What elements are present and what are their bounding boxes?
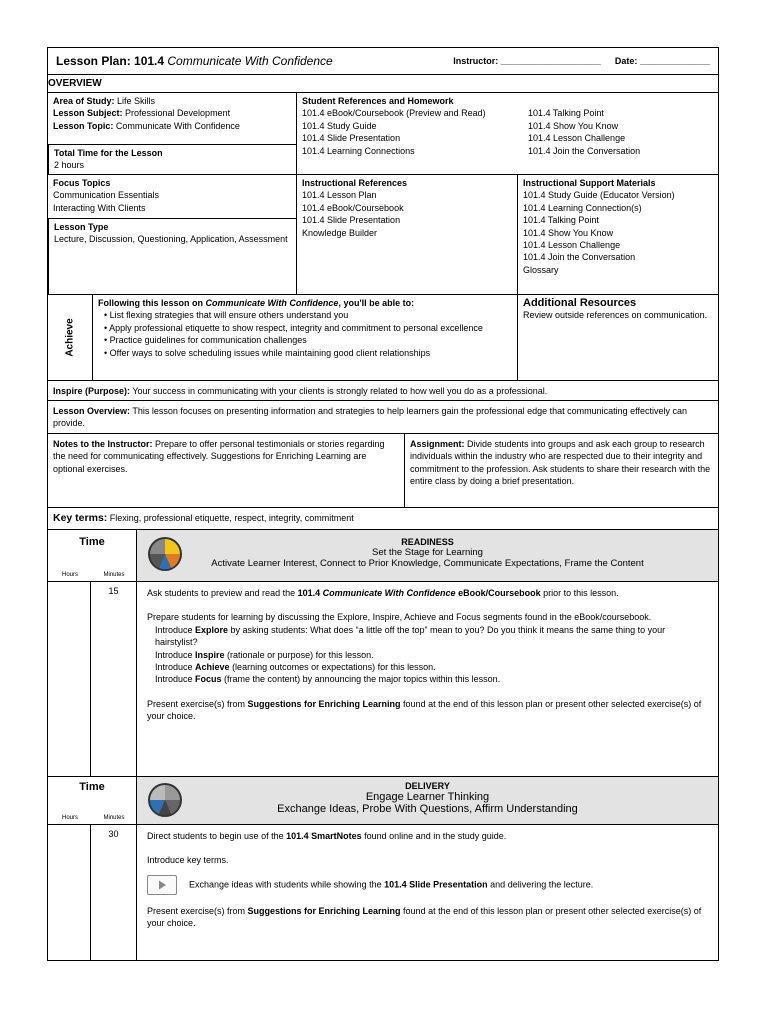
list-item: 101.4 Join the Conversation (523, 252, 636, 263)
readiness-time-header: Time Hours Minutes (48, 530, 136, 581)
delivery-content: Direct students to begin use of the 101.4 SmartNotes found online and in the study guide. Introduce key terms. Exchange ideas with students while showing the 101.4 Slide Presentation and delivering the lecture. Present exercise(s) from Suggestions for Enriching Learning found at the end of this lesson plan or present other selected exercise(s) of your choice. (136, 825, 718, 960)
delivery-minutes: 30 (108, 829, 119, 839)
list-item: 101.4 Slide Presentation (302, 133, 401, 144)
list-item: 101.4 Show You Know (528, 120, 619, 131)
focus-topics-cell: Focus Topics Communication Essentials Interacting With Clients (48, 175, 296, 219)
achieve-outcomes-cell: Following this lesson on Communicate With Confidence, you'll be able to: • List flexing strategies that will ensure others understand you • Apply professional etiquette to show respect, integrity and commitment to personal excellence • Practice guidelines for communication challenges • Offer ways to solve scheduling issues while maintaining good client relationships (92, 295, 517, 380)
list-item: • Practice guidelines for communication challenges (104, 335, 307, 346)
readiness-hours (48, 582, 91, 776)
readiness-title: READINESS (401, 537, 454, 547)
list-item: Interacting With Clients (53, 202, 146, 213)
student-references-cell: Student References and Homework 101.4 eBook/Coursebook (Preview and Read) 101.4 Study Guide 101.4 Slide Presentation 101.4 Learning Connections 101.4 Talking Point 101.4 Show You Know 101.4 Lesson Challenge 101.4 Join the Conversation (296, 93, 718, 174)
additional-resources-cell: Additional Resources Review outside references on communication. (517, 295, 718, 380)
notes-to-instructor-cell: Notes to the Instructor: Prepare to offer personal testimonials or stories regarding the need for communicating effectively. Suggestions for Enriching Learning are optional exercises. (53, 439, 385, 474)
list-item: Communication Essentials (53, 190, 160, 201)
readiness-objectives: Activate Learner Interest, Connect to Prior Knowledge, Communicate Expectations, Frame the Content (211, 558, 644, 569)
list-item: 101.4 Show You Know (523, 227, 614, 238)
lesson-plan-header (47, 47, 719, 75)
date-field: Date: ______________ (614, 56, 710, 66)
list-item: 101.4 Join the Conversation (528, 145, 641, 156)
list-item: 101.4 Learning Connection(s) (523, 202, 642, 213)
list-item: 101.4 Talking Point (523, 215, 599, 226)
delivery-header (47, 777, 719, 825)
list-item: 101.4 Lesson Plan (302, 190, 377, 201)
delivery-title: DELIVERY (405, 781, 450, 791)
list-item: 101.4 eBook/Coursebook (Preview and Read) (302, 108, 486, 119)
overview-row-1 (47, 93, 719, 175)
delivery-pie-icon (147, 782, 183, 818)
readiness-body (47, 582, 719, 777)
achieve-tab: Achieve (64, 318, 76, 357)
readiness-minutes: 15 (108, 586, 119, 596)
readiness-content: Ask students to preview and read the 101.4 Communicate With Confidence eBook/Coursebook prior to this lesson. Prepare students for learning by discussing the Explore, Inspire, Achieve and Focus segments found in the eBook/coursebook. Introduce Explore by asking students: What does “a little off the top” mean to you? Do you think it means the same thing to your hairstylist? Introduce Inspire (rationale or purpose) for this lesson. Introduce Achieve (learning outcomes or expectations) for this lesson. Introduce Focus (frame the content) by announcing the major topics within this lesson. Present exercise(s) from Suggestions for Enriching Learning found at the end of this lesson plan or present other selected exercise(s) of your choice. (136, 582, 718, 776)
list-item: 101.4 Study Guide (302, 120, 377, 131)
list-item: 101.4 Talking Point (528, 108, 604, 119)
lesson-overview-row: Lesson Overview: This lesson focuses on presenting information and strategies to help learners gain the professional edge that communicating effectively can provide. (47, 401, 719, 434)
readiness-header (47, 530, 719, 582)
area-of-study-cell: Area of Study: Life Skills Lesson Subject: Professional Development Lesson Topic: Communicate With Confidence (48, 93, 296, 145)
overview-row-2 (47, 175, 719, 295)
list-item: Glossary (523, 264, 559, 275)
notes-assignment-row (47, 434, 719, 508)
play-video-icon[interactable] (147, 875, 177, 895)
delivery-subtitle: Engage Learner Thinking (365, 791, 490, 803)
lesson-plan-page (47, 47, 719, 961)
delivery-objectives: Exchange Ideas, Probe With Questions, Affirm Understanding (277, 803, 578, 815)
lesson-type-cell: Lesson Type Lecture, Discussion, Questioning, Application, Assessment (48, 219, 296, 294)
delivery-body (47, 825, 719, 961)
list-item: 101.4 Lesson Challenge (523, 240, 621, 251)
support-materials-cell: Instructional Support Materials 101.4 Study Guide (Educator Version) 101.4 Learning Connection(s) 101.4 Talking Point 101.4 Show You Know 101.4 Lesson Challenge 101.4 Join the Conversation Glossary (517, 175, 718, 294)
list-item: • Apply professional etiquette to show respect, integrity and commitment to personal excellence (104, 322, 483, 333)
list-item: • List flexing strategies that will ensure others understand you (104, 310, 349, 321)
list-item: • Offer ways to solve scheduling issues while maintaining good client relationships (104, 347, 431, 358)
list-item: 101.4 Study Guide (Educator Version) (523, 190, 675, 201)
instructor-field: Instructor: ____________________ (453, 56, 601, 66)
list-item: 101.4 Lesson Challenge (528, 133, 626, 144)
key-terms-row: Key terms: Flexing, professional etiquette, respect, integrity, commitment (47, 508, 719, 530)
total-time-cell: Total Time for the Lesson 2 hours (48, 145, 296, 174)
instructional-references-cell: Instructional References 101.4 Lesson Plan 101.4 eBook/Coursebook 101.4 Slide Presentation Knowledge Builder (296, 175, 517, 294)
achieve-row (47, 295, 719, 381)
assignment-cell: Assignment: Divide students into groups and ask each group to research individuals within the industry who are respected due to their integrity and commitment to the profession. Ask students to share their research with the entire class by doing a brief presentation. (404, 434, 718, 507)
delivery-time-header: Time Hours Minutes (48, 777, 136, 824)
lesson-plan-title: Lesson Plan: 101.4 Communicate With Confidence (56, 54, 333, 68)
list-item: 101.4 Slide Presentation (302, 215, 401, 226)
overview-heading: OVERVIEW (47, 75, 719, 93)
inspire-row: Inspire (Purpose): Your success in communicating with your clients is strongly related to how well you do as a professional. (47, 381, 719, 401)
list-item: Knowledge Builder (302, 227, 378, 238)
delivery-hours (48, 825, 91, 960)
readiness-subtitle: Set the Stage for Learning (372, 547, 483, 558)
list-item: 101.4 eBook/Coursebook (302, 202, 404, 213)
readiness-pie-icon (147, 536, 183, 572)
list-item: 101.4 Learning Connections (302, 145, 415, 156)
